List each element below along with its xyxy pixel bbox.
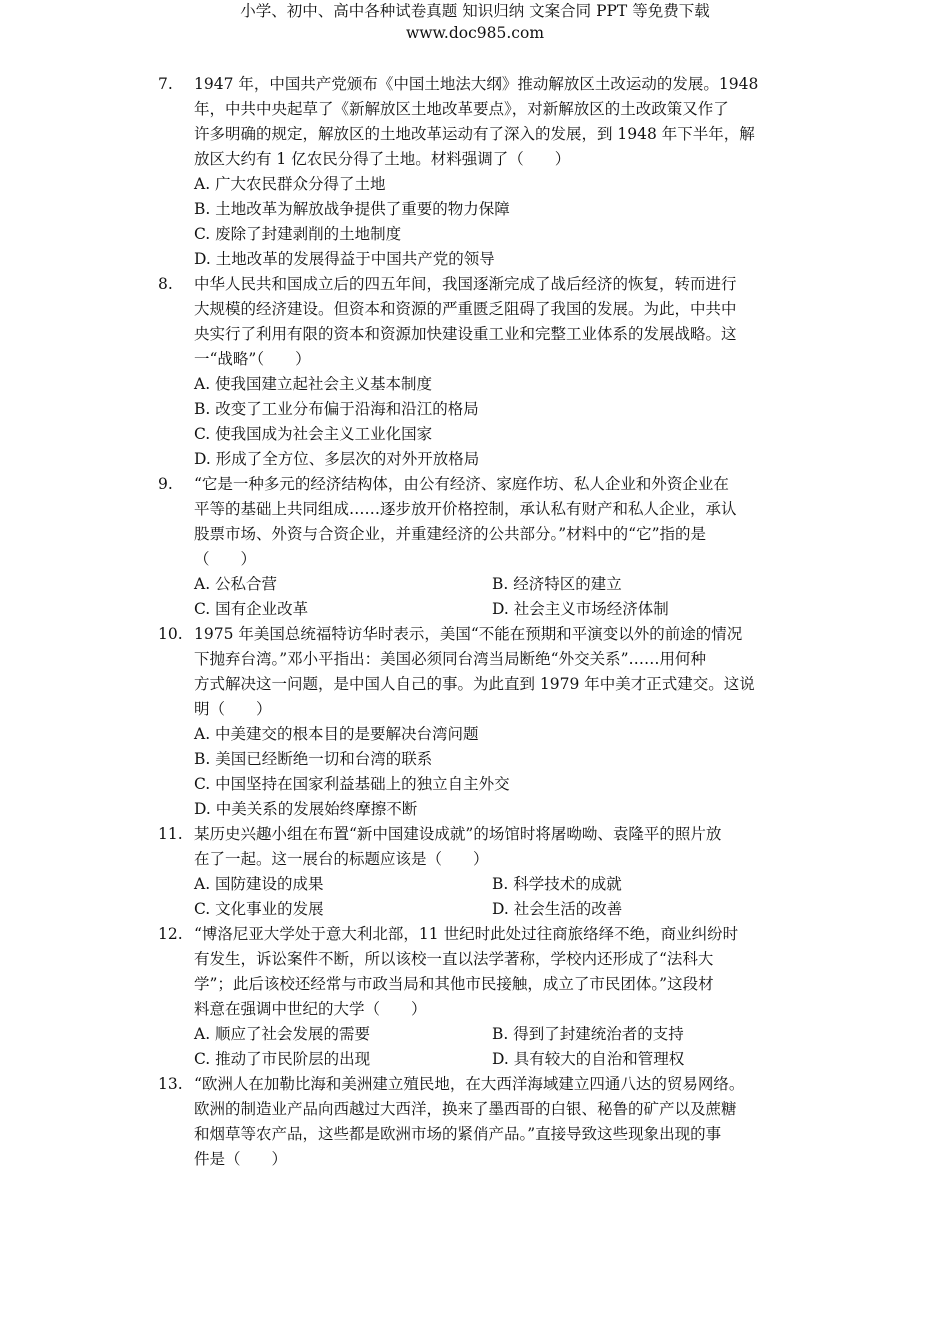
question-7	[158, 72, 790, 272]
option-c: C. 推动了市民阶层的出现	[194, 1050, 371, 1068]
option-b: B. 科学技术的成就	[492, 875, 622, 893]
stem-line: 许多明确的规定，解放区的土地改革运动有了深入的发展，到 1948 年下半年，解	[194, 125, 755, 143]
answer-options	[194, 372, 790, 472]
question-stem	[194, 272, 790, 372]
stem-line: “欧洲人在加勒比海和美洲建立殖民地，在大西洋海域建立四通八达的贸易网络。	[194, 1075, 745, 1093]
stem-line: 1947 年，中国共产党颁布《中国土地法大纲》推动解放区土改运动的发展。1948	[194, 75, 759, 93]
question-12	[158, 922, 790, 1072]
option-d: D. 中美关系的发展始终摩擦不断	[194, 800, 418, 818]
stem-line: 央实行了利用有限的资本和资源加快建设重工业和完整工业体系的发展战略。这	[194, 325, 737, 343]
option-d: D. 社会主义市场经济体制	[492, 600, 669, 618]
option-c: C. 文化事业的发展	[194, 900, 324, 918]
stem-line: 件是（ ）	[194, 1150, 288, 1168]
option-a: A. 广大农民群众分得了土地	[194, 175, 386, 193]
option-row	[194, 572, 790, 597]
answer-options	[194, 722, 790, 822]
question-stem	[194, 72, 790, 172]
question-number: 11.	[158, 825, 183, 843]
question-10	[158, 622, 790, 822]
option-b: B. 经济特区的建立	[492, 575, 622, 593]
question-number: 13.	[158, 1075, 183, 1093]
option-a: A. 公私合营	[194, 575, 278, 593]
stem-line: 一“战略”（ ）	[194, 350, 311, 368]
stem-line: 有发生，诉讼案件不断，所以该校一直以法学著称，学校内还形成了“法科大	[194, 950, 714, 968]
question-number: 9.	[158, 475, 173, 493]
stem-line: 在了一起。这一展台的标题应该是（ ）	[194, 850, 489, 868]
option-b: B. 得到了封建统治者的支持	[492, 1025, 684, 1043]
question-8	[158, 272, 790, 472]
option-a: A. 中美建交的根本目的是要解决台湾问题	[194, 725, 479, 743]
option-d: D. 形成了全方位、多层次的对外开放格局	[194, 450, 480, 468]
answer-options	[194, 572, 790, 622]
stem-line: 和烟草等农产品，这些都是欧洲市场的紧俏产品。”直接导致这些现象出现的事	[194, 1125, 722, 1143]
option-d: D. 具有较大的自治和管理权	[492, 1050, 685, 1068]
stem-line: 年，中共中央起草了《新解放区土地改革要点》，对新解放区的土改政策又作了	[194, 100, 729, 118]
option-b: B. 改变了工业分布偏于沿海和沿江的格局	[194, 400, 479, 418]
stem-line: 欧洲的制造业产品向西越过大西洋，换来了墨西哥的白银、秘鲁的矿产以及蔗糖	[194, 1100, 737, 1118]
stem-line: 放区大约有 1 亿农民分得了土地。材料强调了（ ）	[194, 150, 571, 168]
footer-promo-text: 小学、初中、高中各种试卷真题 知识归纳 文案合同 PPT 等免费下载	[240, 2, 710, 20]
stem-line: 某历史兴趣小组在布置“新中国建设成就”的场馆时将屠呦呦、袁隆平的照片放	[194, 825, 722, 843]
stem-line: 下抛弃台湾。”邓小平指出：美国必须同台湾当局断绝“外交关系”……用何种	[194, 650, 707, 668]
option-c: C. 国有企业改革	[194, 600, 309, 618]
answer-options	[194, 1022, 790, 1072]
option-row	[194, 597, 790, 622]
stem-line: 方式解决这一问题，是中国人自己的事。为此直到 1979 年中美才正式建交。这说	[194, 675, 755, 693]
option-row	[194, 1022, 790, 1047]
option-b: B. 土地改革为解放战争提供了重要的物力保障	[194, 200, 510, 218]
option-d: D. 土地改革的发展得益于中国共产党的领导	[194, 250, 495, 268]
page-footer	[0, 0, 950, 44]
answer-options	[194, 872, 790, 922]
stem-line: （ ）	[194, 550, 257, 568]
question-9	[158, 472, 790, 622]
option-a: A. 使我国建立起社会主义基本制度	[194, 375, 433, 393]
question-stem	[194, 1072, 790, 1172]
option-row	[194, 897, 790, 922]
option-row	[194, 1047, 790, 1072]
question-number: 7.	[158, 75, 173, 93]
question-11	[158, 822, 790, 922]
stem-line: 股票市场、外资与合资企业，并重建经济的公共部分。”材料中的“它”指的是	[194, 525, 707, 543]
question-stem	[194, 622, 790, 722]
stem-line: 明（ ）	[194, 700, 272, 718]
stem-line: 1975 年美国总统福特访华时表示，美国“不能在预期和平演变以外的前途的情况	[194, 625, 743, 643]
question-stem	[194, 822, 790, 872]
question-stem	[194, 472, 790, 572]
question-13	[158, 1072, 790, 1172]
option-row	[194, 872, 790, 897]
option-a: A. 顺应了社会发展的需要	[194, 1025, 371, 1043]
stem-line: 学”；此后该校还经常与市政当局和其他市民接触，成立了市民团体。”这段材	[194, 975, 714, 993]
stem-line: “博洛尼亚大学处于意大利北部，11 世纪时此处过往商旅络绎不绝，商业纠纷时	[194, 925, 739, 943]
stem-line: 料意在强调中世纪的大学（ ）	[194, 1000, 427, 1018]
stem-line: “它是一种多元的经济结构体，由公有经济、家庭作坊、私人企业和外资企业在	[194, 475, 729, 493]
option-d: D. 社会生活的改善	[492, 900, 623, 918]
answer-options	[194, 172, 790, 272]
option-c: C. 使我国成为社会主义工业化国家	[194, 425, 433, 443]
stem-line: 平等的基础上共同组成……逐步放开价格控制，承认私有财产和私人企业，承认	[194, 500, 737, 518]
question-number: 10.	[158, 625, 183, 643]
option-a: A. 国防建设的成果	[194, 875, 324, 893]
stem-line: 大规模的经济建设。但资本和资源的严重匮乏阻碍了我国的发展。为此，中共中	[194, 300, 737, 318]
question-number: 8.	[158, 275, 173, 293]
stem-line: 中华人民共和国成立后的四五年间，我国逐渐完成了战后经济的恢复，转而进行	[194, 275, 737, 293]
footer-website-link[interactable]: www.doc985.com	[405, 24, 545, 42]
option-c: C. 中国坚持在国家利益基础上的独立自主外交	[194, 775, 510, 793]
question-list	[158, 72, 790, 1172]
option-c: C. 废除了封建剥削的土地制度	[194, 225, 402, 243]
option-b: B. 美国已经断绝一切和台湾的联系	[194, 750, 433, 768]
question-number: 12.	[158, 925, 183, 943]
question-stem	[194, 922, 790, 1022]
